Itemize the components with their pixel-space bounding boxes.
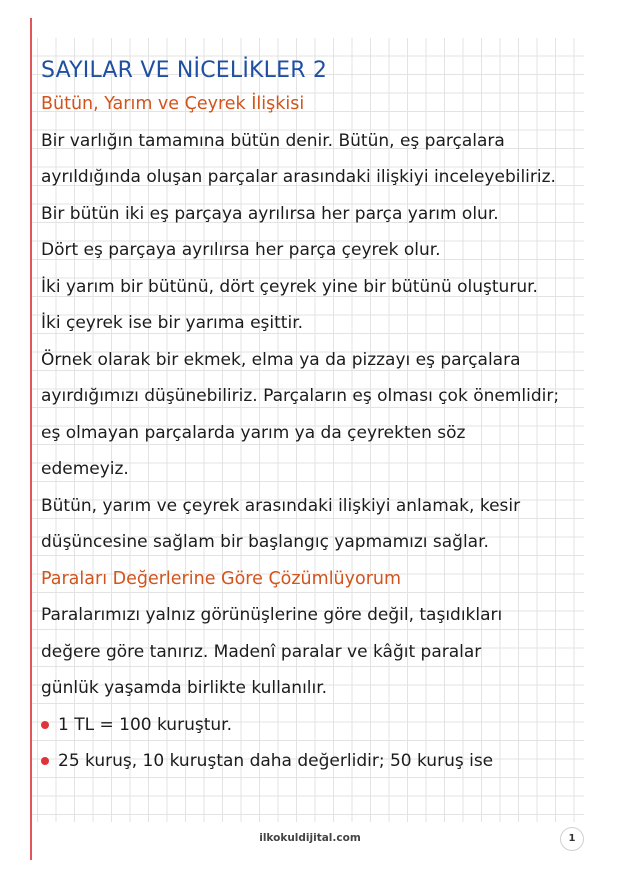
text-line: İki çeyrek ise bir yarıma eşittir. xyxy=(41,313,304,333)
section-heading-money-values: Paraları Değerlerine Göre Çözümlüyorum xyxy=(41,568,402,589)
right-margin-area xyxy=(584,0,620,880)
left-margin-area xyxy=(0,0,30,880)
bullet-text: 25 kuruş, 10 kuruştan daha değerlidir; 50 kuruş ise xyxy=(58,751,494,771)
bullet-dot-icon xyxy=(41,721,49,729)
text-line: düşüncesine sağlam bir başlangıç yapmamızı sağlar. xyxy=(41,532,489,552)
bottom-margin-area xyxy=(0,822,620,880)
text-line: Bir varlığın tamamına bütün denir. Bütün, eş parçalara xyxy=(41,130,505,151)
page-title: SAYILAR VE NİCELİKLER 2 xyxy=(41,58,328,83)
bullet-text: 1 TL = 100 kuruştur. xyxy=(58,714,232,735)
bullet-item xyxy=(41,743,581,780)
section-heading-whole-half-quarter: Bütün, Yarım ve Çeyrek İlişkisi xyxy=(41,94,305,114)
text-line: Dört eş parçaya ayrılırsa her parça çeyrek olur. xyxy=(41,240,441,260)
text-line: Paralarımızı yalnız görünüşlerine göre değil, taşıdıkları xyxy=(41,605,503,625)
text-line: ayrıldığında oluşan parçalar arasındaki ilişkiyi inceleyebiliriz. xyxy=(41,167,556,187)
text-line: İki yarım bir bütünü, dört çeyrek yine bir bütünü oluşturur. xyxy=(41,276,538,297)
text-line: eş olmayan parçalarda yarım ya da çeyrekten söz xyxy=(41,422,466,443)
page-content xyxy=(41,56,581,780)
text-line: ayırdığımızı düşünebiliriz. Parçaların eş olması çok önemlidir; xyxy=(41,386,560,406)
red-margin-line xyxy=(30,18,32,860)
text-line: Bir bütün iki eş parçaya ayrılırsa her parça yarım olur. xyxy=(41,203,499,224)
text-line: edemeyiz. xyxy=(41,459,129,479)
top-margin-area xyxy=(0,0,620,38)
footer-site-link[interactable]: ilkokuldijital.com xyxy=(259,832,361,844)
bullet-item xyxy=(41,707,581,744)
text-line: günlük yaşamda birlikte kullanılır. xyxy=(41,678,328,698)
text-line: Örnek olarak bir ekmek, elma ya da pizzayı eş parçalara xyxy=(41,349,521,370)
text-line: Bütün, yarım ve çeyrek arasındaki ilişkiyi anlamak, kesir xyxy=(41,495,521,516)
bullet-dot-icon xyxy=(41,757,49,765)
text-line: değere göre tanırız. Madenî paralar ve kâğıt paralar xyxy=(41,641,482,662)
page-number-badge: 1 xyxy=(560,827,584,851)
